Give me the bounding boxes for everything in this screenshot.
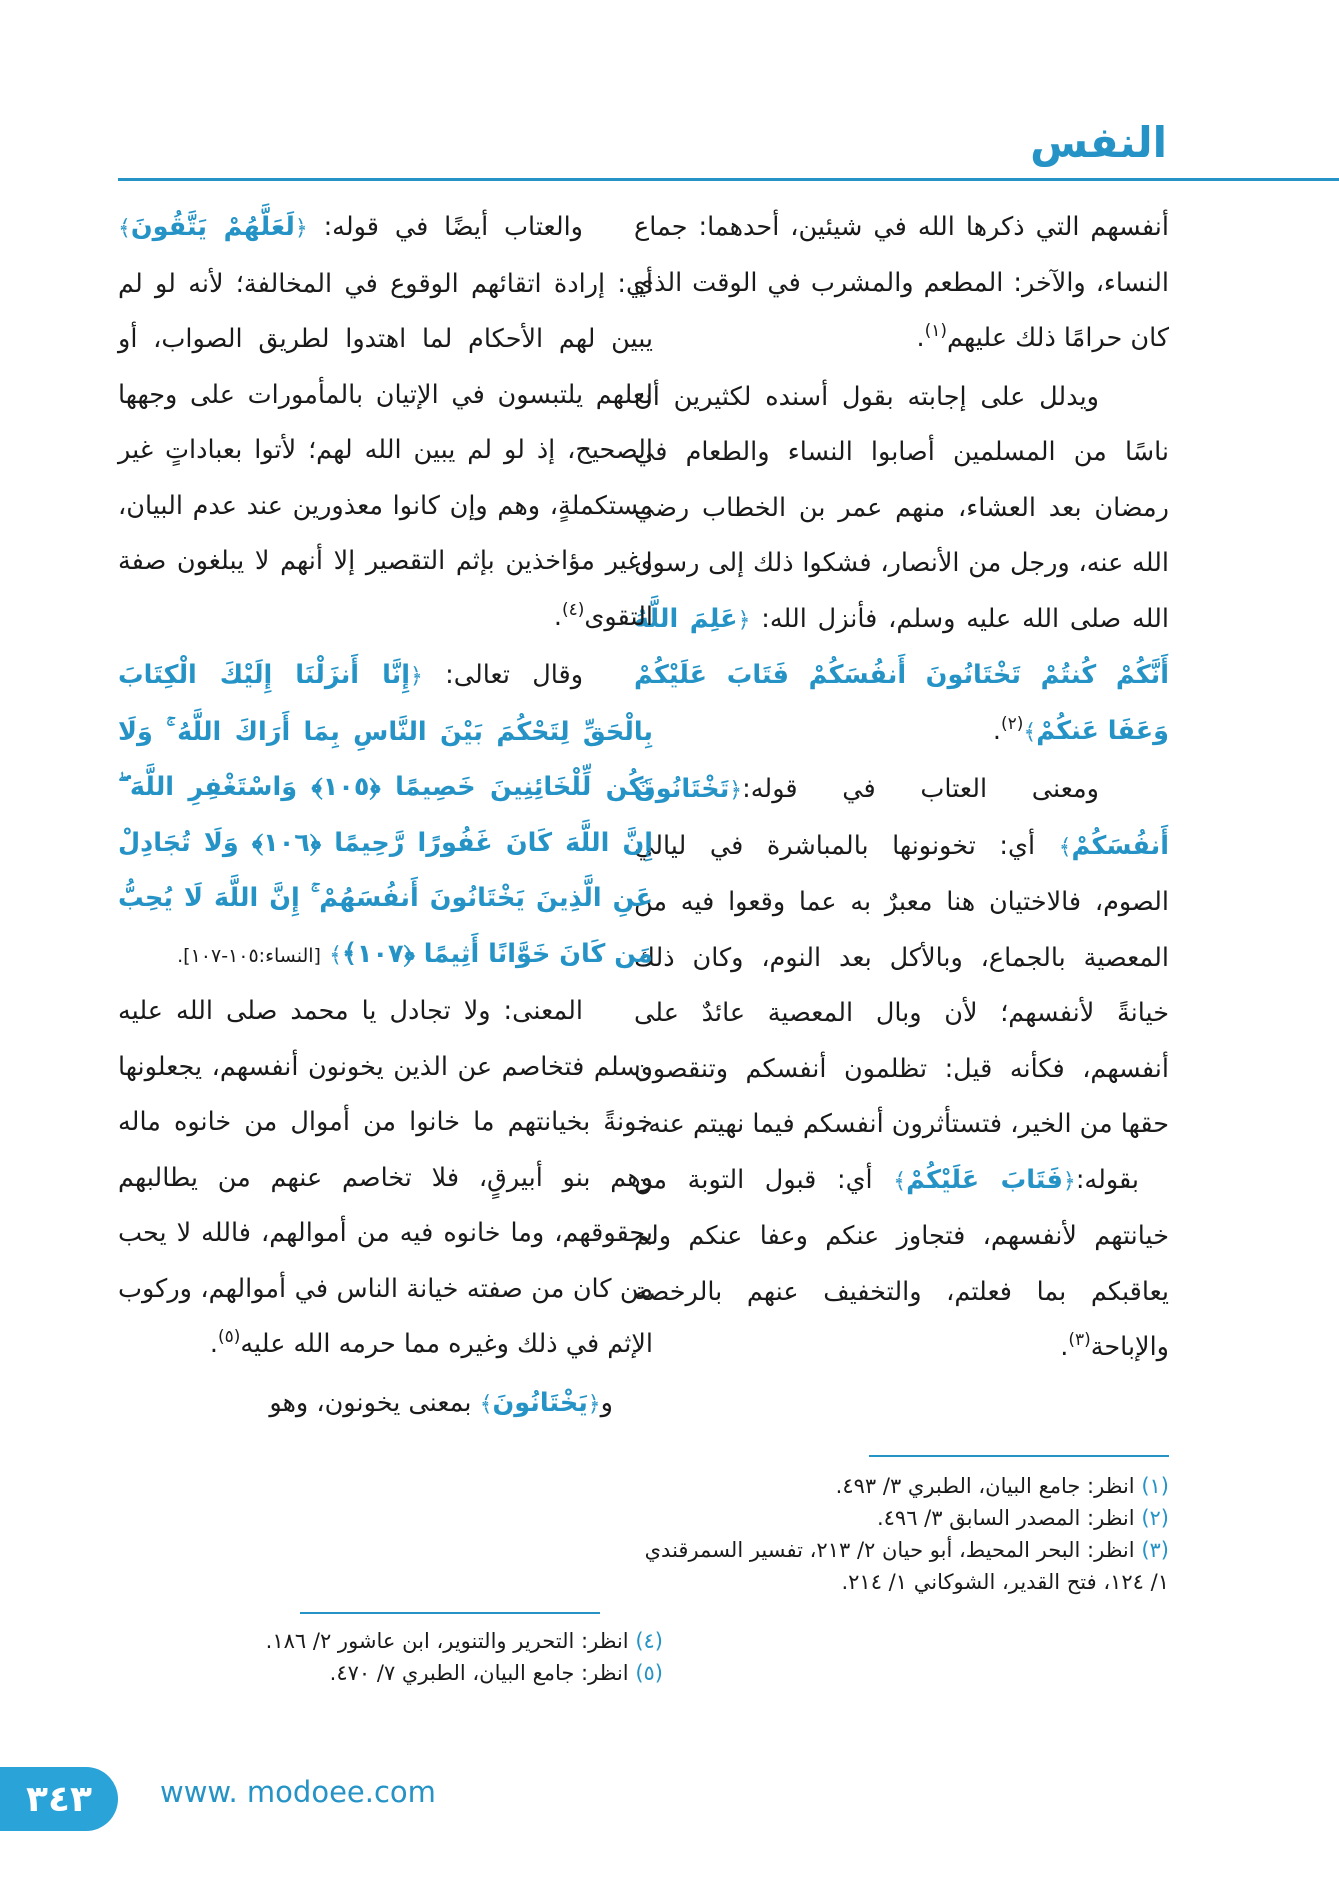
footnote: (٣) انظر: البحر المحيط، أبو حيان ٢/ ٢١٣، تفسير السمرقندي ١/ ١٢٤، فتح القدير، الشوكاني ١/ ٢١٤. — [644, 1538, 1169, 1594]
footnote-ref[interactable]: (٤) — [561, 599, 585, 620]
page-title: النفس — [1030, 118, 1167, 167]
paragraph: المعنى: ولا تجادل يا محمد صلى الله عليه وسلم فتخاصم عن الذين يخونون أنفسهم، يجعلونها خونةً بخيانتهم ما خانوا من أموال من خانوه ماله وهم بنو أبيرقٍ، فلا تخاصم عنهم من يطالبهم بحقوقهم، وما خانوه فيه من أموالهم، فالله لا يحب من كان من صفته خيانة الناس في أموالهم، وركوب الإثم في ذلك وغيره مما حرمه الله عليه$^{(٥)}$. — [118, 996, 653, 1359]
paragraph: أنفسهم التي ذكرها الله في شيئين، أحدهما: جماع النساء، والآخر: المطعم والمشرب في الوقت الذي كان حرامًا ذلك عليهم$^{(١)}$. — [634, 212, 1169, 353]
footnote-ref[interactable]: (٢) — [1000, 713, 1024, 734]
quran-verse: إِنَّا أَنزَلْنَا إِلَيْكَ الْكِتَابَ بِالْحَقِّ لِتَحْكُمَ بَيْنَ النَّاسِ بِمَا أَرَاكَ اللَّهُ ۚ وَلَا تَكُن لِّلْخَائِنِينَ خَصِيمًا ﴿١٠٥﴾ وَاسْتَغْفِرِ اللَّهَ ۖ إِنَّ اللَّهَ كَانَ غَفُورًا رَّحِيمًا ﴿١٠٦﴾ وَلَا تُجَادِلْ عَنِ الَّذِينَ يَخْتَانُونَ أَنفُسَهُمْ ۚ إِنَّ اللَّهَ لَا يُحِبُّ مَن كَانَ خَوَّانًا أَثِيمًا ﴿١٠٧﴾ — [118, 660, 653, 969]
paragraph: بقوله:﴿فَتَابَ عَلَيْكُمْ﴾ أي: قبول التوبة من خيانتهم لأنفسهم، فتجاوز عنكم وعفا عنكم ولم يعاقبكم بما فعلتم، والتخفيف عنهم بالرخصة والإباحة$^{(٣)}$. — [634, 1164, 1169, 1362]
page-number: ٣٤٣ — [0, 1767, 118, 1831]
header-divider — [118, 178, 1339, 181]
paragraph: والعتاب أيضًا في قوله: ﴿لَعَلَّهُمْ يَتَّقُونَ﴾ أي: إرادة اتقائهم الوقوع في المخالفة؛ لأنه لو لم يبين لهم الأحكام لما اهتدوا لطريق الصواب، أو لعلهم يلتبسون في الإتيان بالمأمورات على وجهها الصحيح، إذ لو لم يبين الله لهم؛ لأتوا بعباداتٍ غير مستكملةٍ، وهم وإن كانوا معذورين عند عدم البيان، وغير مؤاخذين بإثم التقصير إلا أنهم لا يبلغون صفة التقوى$^{(٤)}$. — [118, 212, 653, 632]
left-column — [118, 200, 653, 1432]
footnote-separator — [300, 1612, 600, 1614]
quran-verse: فَتَابَ عَلَيْكُمْ — [906, 1164, 1063, 1195]
footnote-ref[interactable]: (٥) — [217, 1327, 241, 1347]
paragraph: ويدلل على إجابته بقول أسنده لكثيرين أن ناسًا من المسلمين أصابوا النساء والطعام في رمضان بعد العشاء، منهم عمر بن الخطاب رضي الله عنه، ورجل من الأنصار، فشكوا ذلك إلى رسول الله صلى الله عليه وسلم، فأنزل الله: ﴿عَلِمَ اللَّهُ أَنَّكُمْ كُنتُمْ تَخْتَانُونَ أَنفُسَكُمْ فَتَابَ عَلَيْكُمْ وَعَفَا عَنكُمْ﴾$^{(٢)}$. — [634, 381, 1169, 746]
paragraph: وقال تعالى: ﴿إِنَّا أَنزَلْنَا إِلَيْكَ الْكِتَابَ بِالْحَقِّ لِتَحْكُمَ بَيْنَ النَّاسِ بِمَا أَرَاكَ اللَّهُ ۚ وَلَا تَكُن لِّلْخَائِنِينَ خَصِيمًا ﴿١٠٥﴾ وَاسْتَغْفِرِ اللَّهَ ۖ إِنَّ اللَّهَ كَانَ غَفُورًا رَّحِيمًا ﴿١٠٦﴾ وَلَا تُجَادِلْ عَنِ الَّذِينَ يَخْتَانُونَ أَنفُسَهُمْ ۚ إِنَّ اللَّهَ لَا يُحِبُّ مَن كَانَ خَوَّانًا أَثِيمًا ﴿١٠٧﴾﴾ [النساء:١٠٥-١٠٧]. — [118, 660, 653, 969]
footnote: (١) انظر: جامع البيان، الطبري ٣/ ٤٩٣. — [835, 1474, 1169, 1498]
footnote-ref[interactable]: (٣) — [1068, 1330, 1091, 1350]
website-link[interactable]: www. modoee.com — [160, 1775, 436, 1809]
footnote: (٢) انظر: المصدر السابق ٣/ ٤٩٦. — [876, 1506, 1169, 1530]
quran-verse: يَخْتَانُونَ — [492, 1387, 588, 1418]
quran-verse: لَعَلَّهُمْ يَتَّقُونَ — [130, 212, 295, 242]
quran-verse: عَلِمَ اللَّهُ أَنَّكُمْ كُنتُمْ تَخْتَانُونَ أَنفُسَكُمْ فَتَابَ عَلَيْكُمْ وَعَفَا عَنكُمْ — [634, 603, 1169, 746]
footnotes-left — [118, 1625, 663, 1689]
paragraph: ومعنى العتاب في قوله:﴿تَخْتَانُونَ أَنفُسَكُمْ﴾ أي: تخونونها بالمباشرة في ليالي الصوم، فالاختيان هنا معبرٌ به عما وقعوا فيه من المعصية بالجماع، وبالأكل بعد النوم، وكان ذلك خيانةً لأنفسهم؛ لأن وبال المعصية عائدٌ على أنفسهم، فكأنه قيل: تظلمون أنفسكم وتنقصون حقها من الخير، فتستأثرون أنفسكم فيما نهيتم عنه، — [634, 774, 1169, 1139]
footnotes-right — [624, 1470, 1169, 1598]
footnote: (٤) انظر: التحرير والتنوير، ابن عاشور ٢/ ١٨٦. — [265, 1629, 663, 1653]
footnote-separator — [869, 1455, 1169, 1457]
right-column — [634, 200, 1169, 1379]
quran-verse: تَخْتَانُونَ أَنفُسَكُمْ — [634, 774, 1169, 861]
footnote-ref[interactable]: (١) — [924, 321, 947, 341]
footnote: (٥) انظر: جامع البيان، الطبري ٧/ ٤٧٠. — [329, 1661, 663, 1685]
paragraph: و﴿يَخْتَانُونَ﴾ بمعنى يخونون، وهو — [269, 1387, 613, 1418]
